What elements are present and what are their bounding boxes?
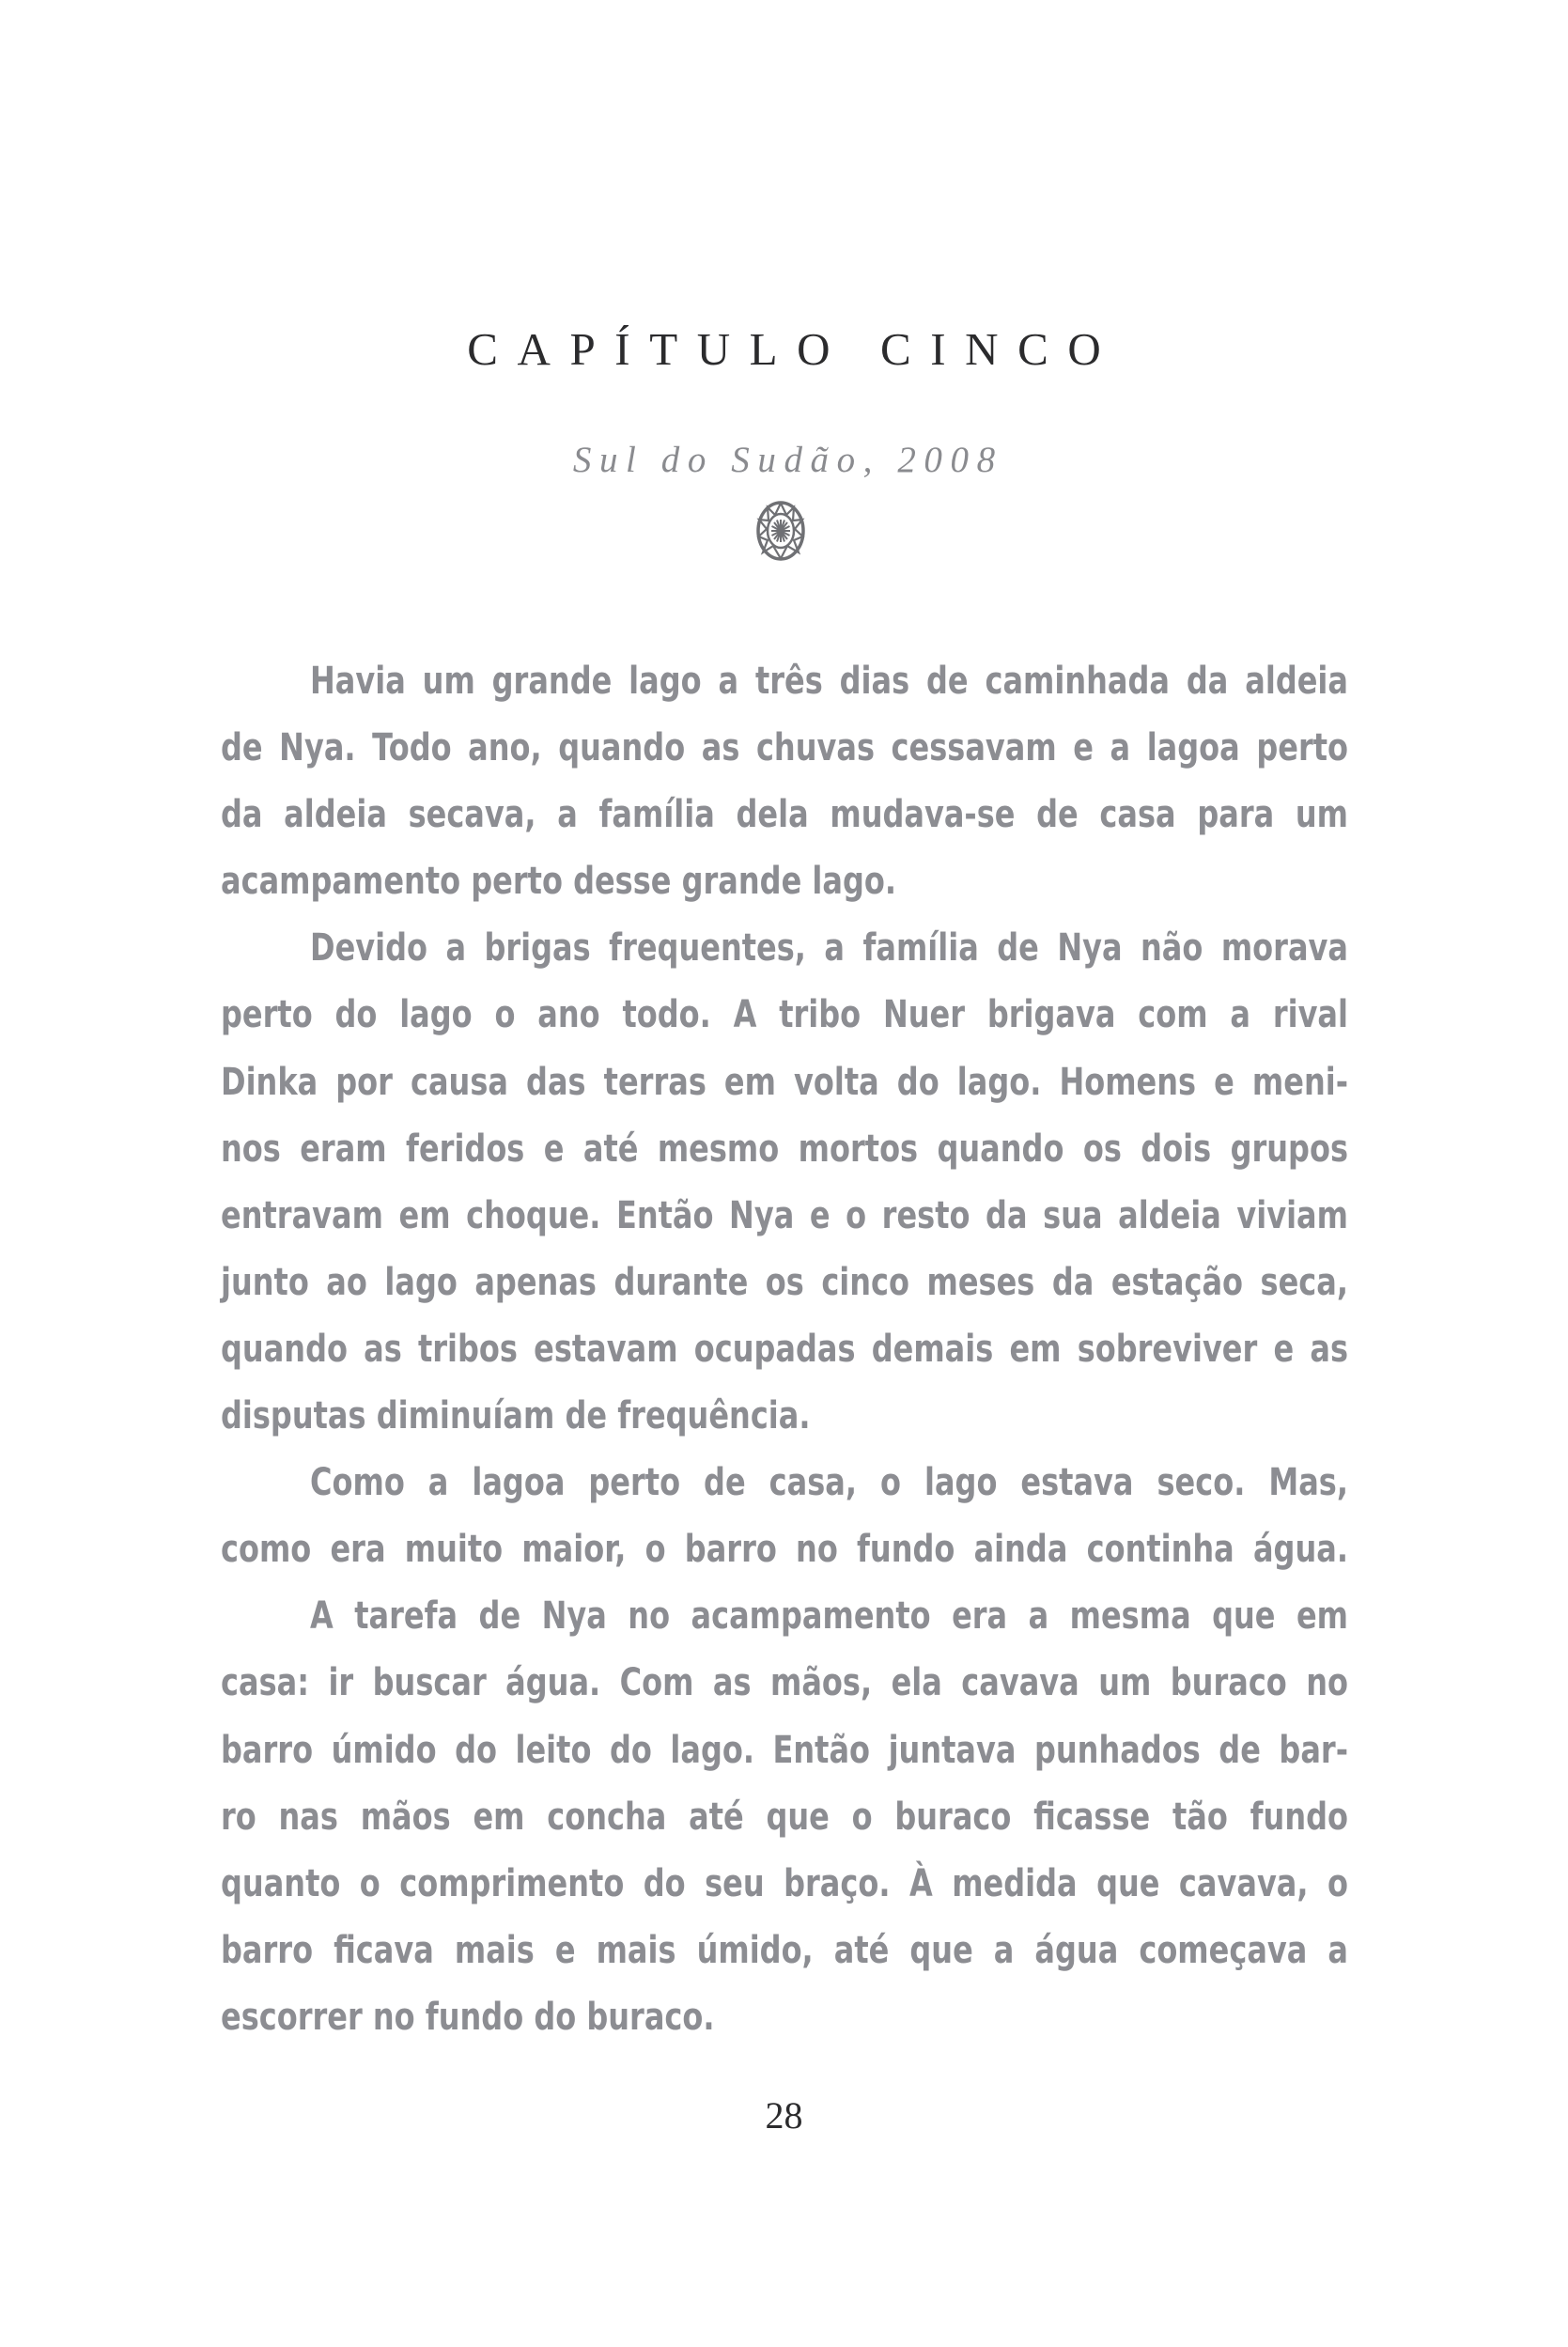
body-line: como era muito maior, o barro no fundo ainda continha água. — [221, 1528, 1348, 1572]
body-line: quando as tribos estavam ocupadas demais em sobreviver e as — [221, 1327, 1348, 1371]
body-line: nos eram feridos e até mesmo mortos quando os dois grupos — [221, 1127, 1348, 1171]
chapter-body — [221, 648, 1348, 2051]
body-line: Devido a brigas frequentes, a família de Nya não morava — [310, 926, 1348, 971]
body-line: disputas diminuíam de frequência. — [221, 1394, 811, 1438]
body-line: acampamento perto desse grande lago. — [221, 860, 897, 904]
body-line: A tarefa de Nya no acampamento era a mesma que em — [310, 1594, 1348, 1639]
body-line: de Nya. Todo ano, quando as chuvas cessavam e a lagoa perto — [221, 726, 1348, 770]
body-line: junto ao lago apenas durante os cinco meses da estação seca, — [221, 1260, 1348, 1304]
body-line: da aldeia secava, a família dela mudava-se de casa para um — [221, 793, 1348, 837]
body-line: entravam em choque. Então Nya e o resto da sua aldeia viviam — [221, 1193, 1348, 1237]
body-line: quanto o comprimento do seu braço. À medida que cavava, o — [221, 1861, 1348, 1905]
body-line: casa: ir buscar água. Com as mãos, ela cavava um buraco no — [221, 1661, 1348, 1705]
chapter-title: CAPÍTULO CINCO — [467, 323, 1121, 375]
body-line: ro nas mãos em concha até que o buraco ficasse tão fundo — [221, 1795, 1348, 1839]
circular-starburst-ornament-icon — [756, 501, 805, 561]
body-line: escorrer no fundo do buraco. — [221, 1995, 715, 2039]
body-line: perto do lago o ano todo. A tribo Nuer brigava com a rival — [221, 993, 1348, 1037]
body-line: Dinka por causa das terras em volta do lago. Homens e meni- — [221, 1060, 1348, 1104]
chapter-subtitle: Sul do Sudão, 2008 — [572, 440, 1003, 480]
body-line: Como a lagoa perto de casa, o lago estava seco. Mas, — [310, 1461, 1348, 1505]
body-line: barro ficava mais e mais úmido, até que a água começava a — [221, 1928, 1348, 1972]
body-line: barro úmido do leito do lago. Então juntava punhados de bar- — [221, 1728, 1348, 1772]
page-number: 28 — [765, 2094, 803, 2137]
body-line: Havia um grande lago a três dias de caminhada da aldeia — [310, 660, 1348, 703]
